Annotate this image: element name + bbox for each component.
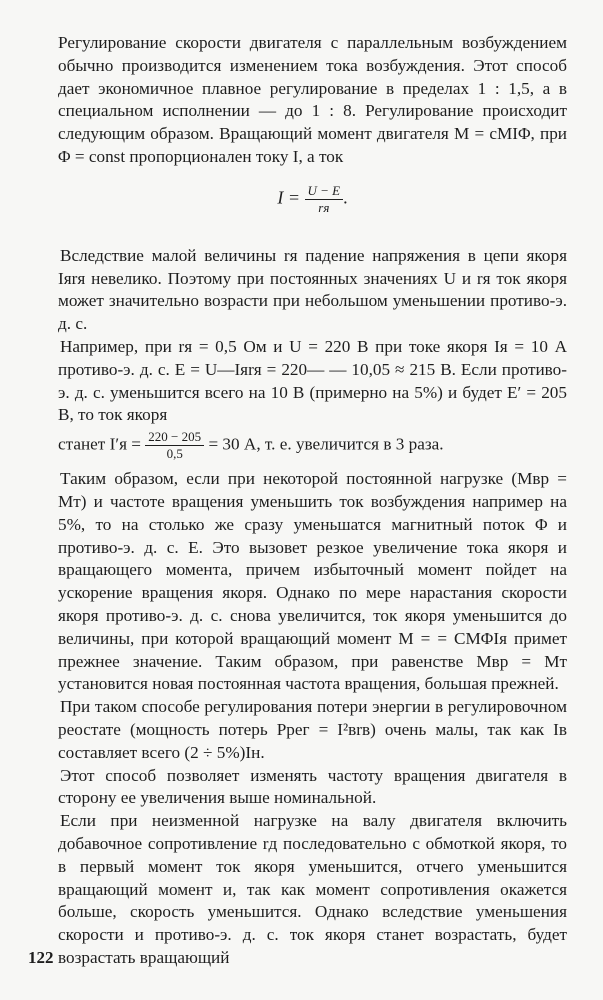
paragraph-2: Вследствие малой величины rя падение напряжения в цепи якоря Iяrя невелико. Поэтому при постоянных значениях U и rя ток якоря может значительно возрасти при небольшом уменьшении противо-э. д. с. xyxy=(58,245,567,334)
paragraph-4: Таким образом, если при некоторой постоянной нагрузке (Mвр = Mт) и частоте вращения уменьшить ток возбуждения например на 5%, то на столько же сразу уменьшатся магнитный поток Φ и противо-э. д. с. E. Это вызовет резкое увеличение тока якоря и вращающего момента, причем избыточный момент пойдет на ускорение вращения якоря. Однако по мере нарастания скорости якоря противо-э. д. с. снова увеличится, ток якоря уменьшится до величины, при которой вращающий момент M = = CMΦIя примет прежнее значение. Таким образом, при равенстве Mвр = Mт установится новая постоянная частота вращения, большая прежней. xyxy=(58,469,567,694)
formula-fraction xyxy=(305,183,344,216)
formula2-fraction xyxy=(145,429,204,462)
formula-lhs: I = xyxy=(277,187,301,208)
formula-current-change xyxy=(58,429,567,462)
paragraph-1: Регулирование скорости двигателя с параллельным возбуждением обычно производится изменением тока возбуждения. Этот способ дает экономичное плавное регулирование в пределах 1 : 1,5, а в специальном исполнении — до 1 : 8. Регулирование происходит следующим образом. Вращающий момент двигателя M = cMIΦ, при Φ = const пропорционален току I, а ток xyxy=(58,33,567,166)
formula2-denominator: 0,5 xyxy=(166,446,183,462)
paragraph-6: Этот способ позволяет изменять частоту вращения двигателя в сторону ее увеличения выше номинальной. xyxy=(58,765,567,808)
formula-tail: . xyxy=(343,187,348,208)
formula2-numerator: 220 − 205 xyxy=(145,429,204,446)
paragraph-7: Если при неизменной нагрузке на валу двигателя включить добавочное сопротивление rд последовательно с обмоткой якоря, то в первый момент ток якоря уменьшится, отчего уменьшится вращающий момент и, так как момент сопротивления окажется больше, скорость уменьшится. Однако вследствие уменьшения скорости и противо-э. д. с. ток якоря станет возрастать, будет возрастать вращающий xyxy=(58,811,567,967)
paragraph-3: Например, при rя = 0,5 Ом и U = 220 В при токе якоря Iя = 10 А противо-э. д. с. E = U—Iяrя = 220— — 10,05 ≈ 215 В. Если противо-э. д. с. уменьшится всего на 10 В (примерно на 5%) и будет E′ = 205 В, то ток якоря xyxy=(58,336,567,425)
formula-denominator: rя xyxy=(318,199,330,215)
formula-numerator: U − E xyxy=(305,183,344,200)
page-number: 122 xyxy=(28,948,54,967)
formula2-suffix: = 30 А, т. е. увеличится в 3 раза. xyxy=(208,434,444,454)
formula2-prefix: станет I′я = xyxy=(58,434,141,454)
formula-current xyxy=(58,183,567,225)
paragraph-5: При таком способе регулирования потери энергии в регулировочном реостате (мощность потерь Pрег = I²вrв) очень малы, так как Iв составляет всего (2 ÷ 5%)Iн. xyxy=(58,697,567,762)
